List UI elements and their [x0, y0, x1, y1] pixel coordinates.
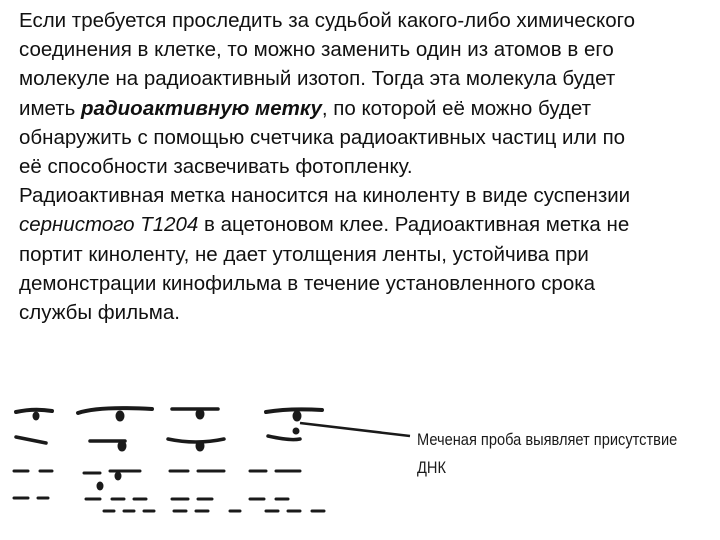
- band-spot: [293, 411, 301, 421]
- band: [16, 437, 46, 443]
- p2-line-2-end: в ацетоновом клее. Радиоактивная метка не: [198, 213, 630, 237]
- band: [268, 436, 300, 440]
- caption-line-2: ДНК: [417, 458, 446, 477]
- band-spot: [196, 441, 204, 451]
- p1-line-1: Если требуется проследить за судьбой какого-либо химического: [19, 9, 636, 32]
- band-spot: [293, 428, 299, 434]
- band-spot: [116, 411, 124, 421]
- figure-caption: [417, 426, 678, 482]
- p1-line-4-end: , по которой её можно будет: [321, 96, 591, 120]
- radioactive-label-emphasis: радиоактивную метку: [81, 96, 322, 120]
- p1-line-4-start: иметь: [19, 96, 82, 120]
- p1-line-5: обнаружить с помощью счетчика радиоактивных частиц или по: [19, 125, 626, 149]
- p2-line-5: службы фильма.: [19, 301, 180, 325]
- compound-name-italic: сернистого Т1204: [19, 213, 199, 237]
- body-text: [19, 6, 709, 327]
- band: [168, 439, 224, 442]
- p1-line-2: соединения в клетке, то можно заменить один из атомов в его: [19, 38, 614, 62]
- band-spot: [118, 441, 126, 451]
- band-spot: [196, 409, 204, 419]
- dna-blot-figure: [0, 395, 720, 540]
- band: [16, 410, 52, 412]
- p1-line-4: [19, 94, 709, 123]
- caption-line-1: Меченая проба выявляет присутствие: [417, 430, 678, 449]
- band-spot: [33, 412, 39, 420]
- p2-line-4: демонстрации кинофильма в течение установленного срока: [19, 271, 596, 295]
- band: [266, 409, 322, 412]
- p1-line-3: молекуле на радиоактивный изотоп. Тогда эта молекула будет: [19, 67, 616, 91]
- band-spot: [97, 482, 103, 490]
- p2-line-2: [19, 210, 709, 239]
- band-spot: [115, 472, 121, 480]
- pointer-line: [300, 423, 410, 436]
- band: [78, 408, 152, 413]
- p2-line-1: Радиоактивная метка наносится на киноленту в виде суспензии: [19, 184, 631, 208]
- p1-line-6: её способности засвечивать фотопленку.: [19, 155, 413, 179]
- p2-line-3: портит киноленту, не дает утолщения ленты, устойчива при: [19, 242, 589, 266]
